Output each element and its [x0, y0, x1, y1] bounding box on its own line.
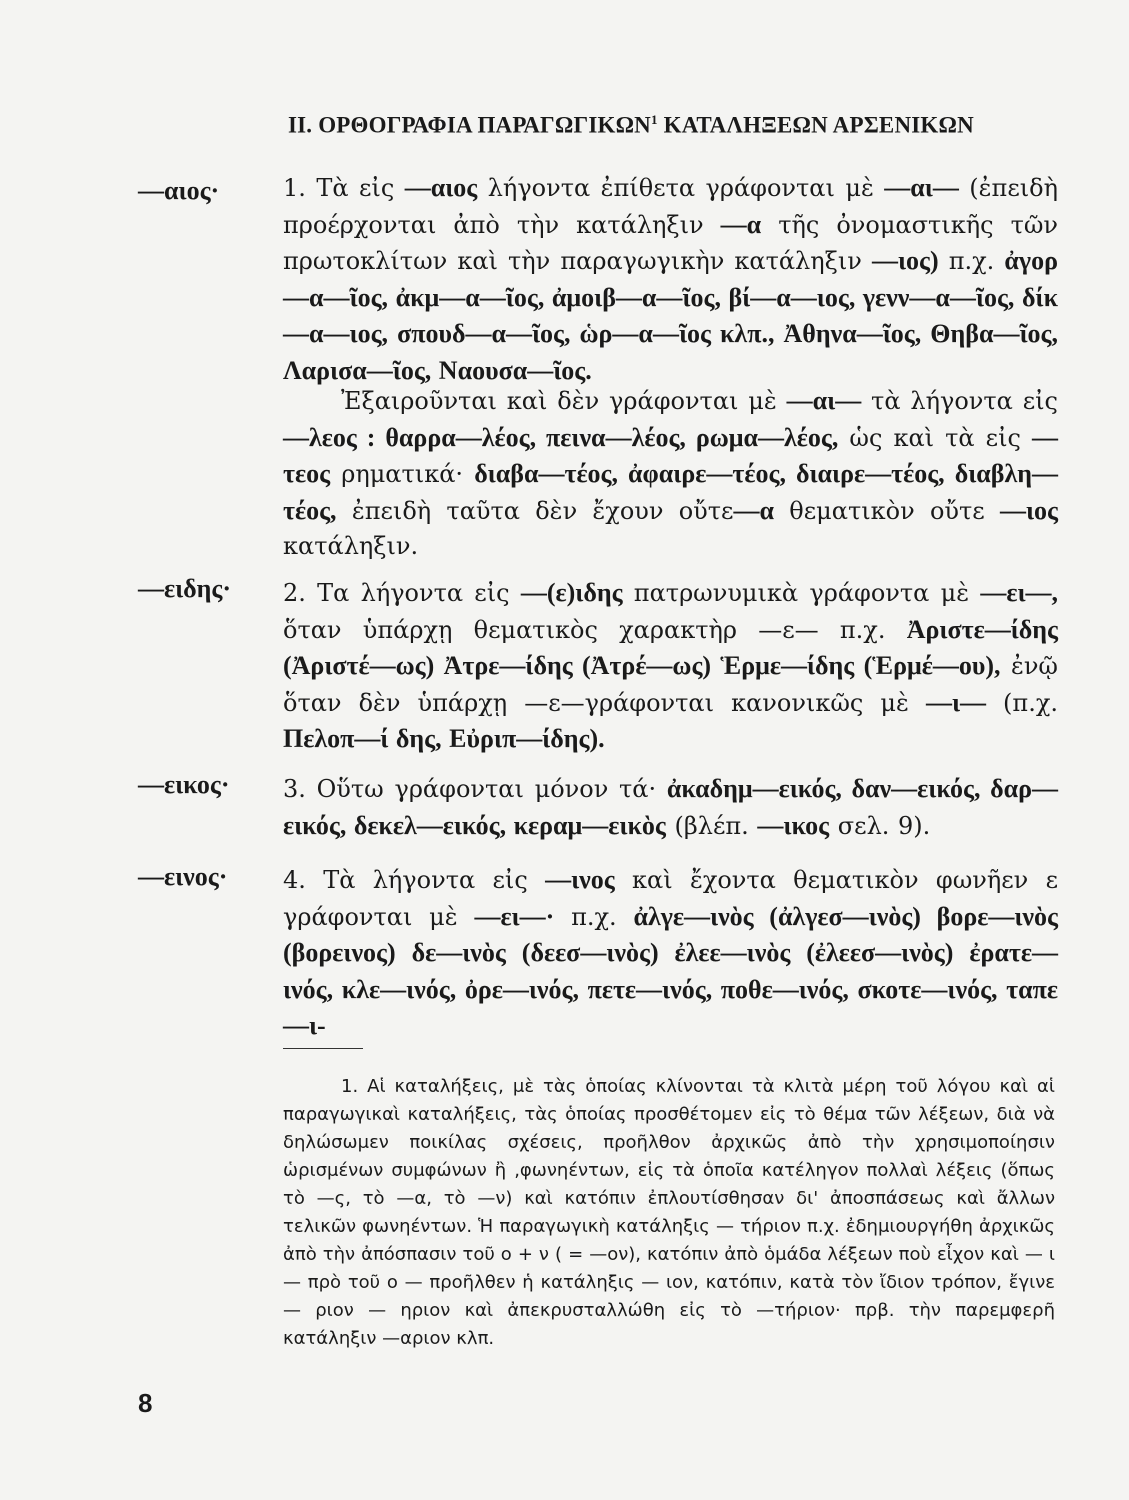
page-number: 8	[138, 1388, 153, 1418]
paragraph-1: 1. Τὰ εἰς —αιος λήγοντα ἐπίθετα γράφονται μὲ —αι— (ἐπειδὴ προέρχονται ἀπὸ τὴν κατάληξιν —α τῆς ὀνομαστικῆς τῶν πρωτοκλίτων καὶ τὴν παραγωγικὴν κατάληξιν —ιος) π.χ. ἀγορ—α—ῖος, ἀκμ—α—ῖος, ἀμοιβ—α—ῖος, βί—α—ιος, γενν—α—ῖος, δίκ—α—ιος, σπουδ—α—ῖος, ὡρ—α—ῖος κλπ., Ἀθηνα—ῖος, Θηβα—ῖος, Λαρισα—ῖος, Ναουσα—ῖος.	[283, 173, 1059, 385]
footnote-reference: 1	[651, 112, 658, 127]
paragraph-3: 3. Οὕτω γράφονται μόνον τά· ἀκαδημ—εικός, δαν—εικός, δαρ—εικός, δεκελ—εικός, κεραμ—εικὸς (βλέπ. —ικος σελ. 9).	[283, 774, 1059, 840]
margin-label-eides: —ειδης·	[138, 574, 232, 603]
paragraph-2: 2. Τα λήγοντα εἰς —(ε)ιδης πατρωνυμικὰ γράφοντα μὲ —ει—, ὅταν ὑπάρχῃ θεματικὸς χαρακτὴρ —ε— π.χ. Ἀριστε—ίδης (Ἀριστέ—ως) Ἀτρε—ίδης (Ἀτρέ—ως) Ἑρμε—ίδης (Ἑρμέ—ου), ἐνῷ ὅταν δὲν ὑπάρχῃ —ε—γράφονται κανονικῶς μὲ —ι— (π.χ. Πελοπ—ί δης, Εὐριπ—ίδης).	[283, 578, 1059, 753]
margin-label-aios: —αιος·	[138, 176, 220, 205]
paragraph-4: 4. Τὰ λήγοντα εἰς —ινος καὶ ἔχοντα θεματικὸν φωνῆεν ε γράφονται μὲ —ει—· π.χ. ἀλγε—ινὸς (ἀλγεσ—ινὸς) βορε—ινὸς (βορεινος) δε—ινὸς (δεεσ—ινὸς) ἐλεε—ινὸς (ἐλεεσ—ινὸς) ἐρατε—ινός, κλε—ινός, ὀρε—ινός, πετε—ινός, ποθε—ινός, σκοτε—ινός, ταπε—ι-	[283, 865, 1058, 1040]
footnote-divider	[283, 1048, 363, 1049]
section-heading: ΙΙ. ΟΡΘΟΓΡΑΦΙΑ ΠΑΡΑΓΩΓΙΚΩΝ$^1$ ΚΑΤΑΛΗΞΕΩΝ ΑΡΣΕΝΙΚΩΝ	[288, 112, 974, 138]
margin-label-eikos: —εικος·	[138, 770, 230, 799]
margin-label-einos: —εινος·	[138, 862, 228, 891]
paragraph-1-exceptions: Ἐξαιροῦνται καὶ δὲν γράφονται μὲ —αι— τὰ λήγοντα εἰς —λεος : θαρρα—λέος, πεινα—λέος, ρωμα—λέος, ὡς καὶ τὰ εἰς —τεος ρηματικά· διαβα—τέος, ἀφαιρε—τέος, διαιρε—τέος, διαβλη—τέος, ἐπειδὴ ταῦτα δὲν ἔχουν οὔτε—α θεματικὸν οὔτε —ιος κατάληξιν.	[283, 386, 1058, 560]
footnote: 1. Αἱ καταλήξεις, μὲ τὰς ὁποίας κλίνονται τὰ κλιτὰ μέρη τοῦ λόγου καὶ αἱ παραγωγικαὶ καταλήξεις, τὰς ὁποίας προσθέτομεν εἰς τὸ θέμα τῶν λέξεων, διὰ νὰ δηλώσωμεν ποικίλας σχέσεις, προῆλθον ἀρχικῶς ἀπὸ τὴν χρησιμοποίησιν ὡρισμένων συμφώνων ἢ ,φωνηέντων, εἰς τὰ ὁποῖα κατέληγον πολλαὶ λέξεις (ὅπως τὸ —ς, τὸ —α, τὸ —ν) καὶ κατόπιν ἐπλουτίσθησαν δι' ἀποσπάσεως καὶ ἄλλων τελικῶν φωνηέντων. Ἡ παραγωγικὴ κατάληξις — τήριον π.χ. ἐδημιουργήθη ἀρχικῶς ἀπὸ τὴν ἀπόσπασιν τοῦ ο + ν ( = —ον), κατόπιν ἀπὸ ὁμάδα λέξεων ποὺ εἶχον καὶ — ι — πρὸ τοῦ ο — προῆλθεν ἡ κατάληξις — ιον, κατόπιν, κατὰ τὸν ἴδιον τρόπον, ἔγινε — ριον — ηριον καὶ ἀπεκρυσταλλώθη εἰς τὸ —τήριον· πρβ. τὴν παρεμφερῆ κατάληξιν —αριον κλπ.	[283, 1076, 1055, 1349]
